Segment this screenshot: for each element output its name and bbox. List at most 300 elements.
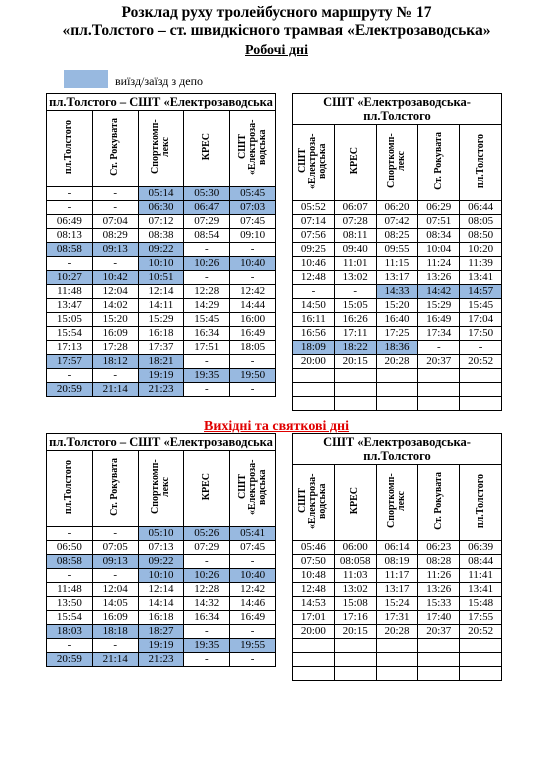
time-cell [418, 383, 460, 397]
table-row [293, 285, 502, 299]
stop-header [184, 451, 230, 527]
time-cell [418, 397, 460, 411]
depot-time-cell: 06:30 [138, 201, 184, 215]
stop-name: Ст. Рокувата [109, 118, 121, 176]
time-cell: 16:56 [293, 327, 335, 341]
time-cell: - [184, 355, 230, 369]
depot-time-cell: 18:36 [376, 341, 418, 355]
time-cell: 17:37 [138, 341, 184, 355]
time-cell: 11:24 [418, 257, 460, 271]
table-row [47, 541, 276, 555]
time-cell [460, 383, 502, 397]
time-cell: 14:46 [230, 597, 276, 611]
time-cell: - [184, 555, 230, 569]
time-cell: 13:47 [47, 299, 93, 313]
table-row [47, 625, 276, 639]
time-cell: 13:17 [376, 583, 418, 597]
time-cell [460, 397, 502, 411]
direction-header: СШТ «Електрозаводська-пл.Толстого [293, 94, 502, 125]
stop-header [418, 465, 460, 541]
table-row [47, 653, 276, 667]
table-row [47, 229, 276, 243]
time-cell [293, 383, 335, 397]
time-cell [334, 667, 376, 681]
depot-time-cell: 19:19 [138, 369, 184, 383]
depot-time-cell: 09:13 [92, 243, 138, 257]
depot-time-cell: 21:23 [138, 653, 184, 667]
time-cell: 20:28 [376, 625, 418, 639]
time-cell: 15:08 [334, 597, 376, 611]
time-cell: 13:26 [418, 271, 460, 285]
table-row [293, 397, 502, 411]
time-cell: 07:12 [138, 215, 184, 229]
stop-header [334, 465, 376, 541]
time-cell: - [47, 639, 93, 653]
time-cell: 07:45 [230, 541, 276, 555]
table-row [47, 383, 276, 397]
time-cell: 12:28 [184, 583, 230, 597]
depot-time-cell: 21:14 [92, 653, 138, 667]
table-row [47, 285, 276, 299]
time-cell: - [47, 201, 93, 215]
time-cell: 14:05 [92, 597, 138, 611]
table-row [293, 583, 502, 597]
time-cell: 17:31 [376, 611, 418, 625]
time-cell: 16:18 [138, 611, 184, 625]
time-cell: 07:29 [184, 215, 230, 229]
time-cell: 06:23 [418, 541, 460, 555]
table-row [293, 271, 502, 285]
table-row [47, 215, 276, 229]
time-cell: 07:50 [293, 555, 335, 569]
time-cell [293, 397, 335, 411]
time-cell [376, 639, 418, 653]
depot-time-cell: 05:10 [138, 527, 184, 541]
time-cell: 12:48 [293, 271, 335, 285]
depot-time-cell: 05:30 [184, 187, 230, 201]
time-cell [376, 653, 418, 667]
time-cell: 11:03 [334, 569, 376, 583]
time-cell: 15:48 [460, 597, 502, 611]
time-cell: - [230, 355, 276, 369]
time-cell: 10:48 [293, 569, 335, 583]
time-cell: - [47, 369, 93, 383]
stop-name: пл.Толстого [474, 133, 486, 189]
table-row [293, 355, 502, 369]
time-cell [293, 667, 335, 681]
depot-time-cell: 20:59 [47, 383, 93, 397]
time-cell: - [92, 257, 138, 271]
table-row [47, 257, 276, 271]
time-cell: - [47, 527, 93, 541]
time-cell: 06:14 [376, 541, 418, 555]
time-cell: 20:15 [334, 625, 376, 639]
time-cell [418, 369, 460, 383]
time-cell: 06:00 [334, 541, 376, 555]
stop-header [138, 111, 184, 187]
time-cell: 09:40 [334, 243, 376, 257]
time-cell: 17:11 [334, 327, 376, 341]
stop-name: Спорткомп-лекс [149, 119, 171, 175]
time-cell: 08:28 [418, 555, 460, 569]
depot-time-cell: 10:42 [92, 271, 138, 285]
table-row [47, 299, 276, 313]
time-cell: 11:39 [460, 257, 502, 271]
time-cell: 13:50 [47, 597, 93, 611]
stop-name: Спорткомп-лекс [149, 459, 171, 515]
time-cell: 12:42 [230, 285, 276, 299]
time-cell: - [334, 285, 376, 299]
depot-time-cell: 10:26 [184, 569, 230, 583]
time-cell: 20:15 [334, 355, 376, 369]
time-cell: - [460, 341, 502, 355]
time-cell: - [92, 201, 138, 215]
table-row [293, 555, 502, 569]
table-row [47, 201, 276, 215]
time-cell: - [230, 653, 276, 667]
depot-time-cell: 05:14 [138, 187, 184, 201]
time-cell: 17:25 [376, 327, 418, 341]
time-cell: - [230, 625, 276, 639]
time-cell: 08:44 [460, 555, 502, 569]
time-cell: 06:49 [47, 215, 93, 229]
time-cell: 16:34 [184, 327, 230, 341]
stop-name: КРЕС [200, 473, 212, 501]
time-cell: 11:17 [376, 569, 418, 583]
stop-header [418, 125, 460, 201]
table-row [293, 201, 502, 215]
depot-time-cell: 21:23 [138, 383, 184, 397]
table-row [47, 355, 276, 369]
time-cell: 15:45 [460, 299, 502, 313]
direction-header: пл.Толстого – СШТ «Електрозаводська [47, 434, 276, 451]
depot-time-cell: 05:45 [230, 187, 276, 201]
time-cell: 08:05 [460, 215, 502, 229]
time-cell: 08:13 [47, 229, 93, 243]
table-row [293, 667, 502, 681]
time-cell: 16:11 [293, 313, 335, 327]
depot-time-cell: 09:22 [138, 555, 184, 569]
schedule-title: Розклад руху тролейбусного маршруту № 17 [121, 4, 432, 21]
table-row [293, 625, 502, 639]
stop-header [376, 465, 418, 541]
stop-header [138, 451, 184, 527]
time-cell [460, 667, 502, 681]
depot-time-cell: 10:26 [184, 257, 230, 271]
time-cell: 14:11 [138, 299, 184, 313]
time-cell: 17:51 [184, 341, 230, 355]
time-cell: 16:26 [334, 313, 376, 327]
time-cell: 13:41 [460, 271, 502, 285]
weekend-heading: Вихідні та святкові дні [204, 419, 349, 434]
time-cell: 15:29 [418, 299, 460, 313]
table-row [47, 369, 276, 383]
time-cell: 07:04 [92, 215, 138, 229]
time-cell: 06:39 [460, 541, 502, 555]
time-cell: 15:29 [138, 313, 184, 327]
time-cell [460, 639, 502, 653]
stop-name: СШТ «Електроза-водська [297, 133, 329, 189]
time-cell [376, 369, 418, 383]
time-cell: 07:51 [418, 215, 460, 229]
table-row [47, 597, 276, 611]
depot-time-cell: 14:57 [460, 285, 502, 299]
time-cell: 20:00 [293, 625, 335, 639]
time-cell: 12:14 [138, 285, 184, 299]
time-cell: 08:19 [376, 555, 418, 569]
stop-header [230, 111, 276, 187]
time-cell: 16:49 [418, 313, 460, 327]
depot-time-cell: 06:47 [184, 201, 230, 215]
time-cell [418, 639, 460, 653]
time-cell: 12:04 [92, 285, 138, 299]
time-cell: 08:29 [92, 229, 138, 243]
stop-name: Ст. Рокувата [109, 458, 121, 516]
table-row [293, 257, 502, 271]
depot-time-cell: 18:09 [293, 341, 335, 355]
stop-header [47, 451, 93, 527]
time-cell: 07:05 [92, 541, 138, 555]
time-cell: 06:44 [460, 201, 502, 215]
time-cell: 08:34 [418, 229, 460, 243]
stop-name: Ст. Рокувата [432, 132, 444, 190]
time-cell: 05:52 [293, 201, 335, 215]
depot-time-cell: 10:10 [138, 257, 184, 271]
stop-header [92, 451, 138, 527]
time-cell: - [230, 383, 276, 397]
time-cell: 07:13 [138, 541, 184, 555]
time-cell: 10:46 [293, 257, 335, 271]
time-cell: 06:50 [47, 541, 93, 555]
stop-header [230, 451, 276, 527]
table-row [293, 313, 502, 327]
depot-time-cell: 08:58 [47, 243, 93, 257]
time-cell: 12:48 [293, 583, 335, 597]
time-cell: 16:49 [230, 611, 276, 625]
time-cell: 17:50 [460, 327, 502, 341]
depot-time-cell: 09:22 [138, 243, 184, 257]
time-cell: 11:48 [47, 583, 93, 597]
time-cell: 14:50 [293, 299, 335, 313]
stop-name: СШТ «Електроза-водська [297, 473, 329, 529]
depot-time-cell: 14:33 [376, 285, 418, 299]
stop-header [92, 111, 138, 187]
stop-name: КРЕС [200, 133, 212, 161]
depot-time-cell: 19:50 [230, 369, 276, 383]
stop-header [334, 125, 376, 201]
time-cell: 15:24 [376, 597, 418, 611]
depot-time-cell: 05:41 [230, 527, 276, 541]
time-cell: - [230, 243, 276, 257]
time-cell: - [230, 555, 276, 569]
depot-time-cell: 19:55 [230, 639, 276, 653]
time-cell: 18:05 [230, 341, 276, 355]
time-cell: - [184, 243, 230, 257]
time-cell: - [47, 257, 93, 271]
depot-time-cell: 18:22 [334, 341, 376, 355]
stop-name: КРЕС [349, 487, 361, 515]
time-cell: - [92, 187, 138, 201]
table-row [293, 327, 502, 341]
depot-time-cell: 08:58 [47, 555, 93, 569]
time-cell: - [92, 569, 138, 583]
time-cell: - [92, 369, 138, 383]
time-cell: 07:14 [293, 215, 335, 229]
table-row [293, 341, 502, 355]
table-row [47, 271, 276, 285]
time-cell: 06:29 [418, 201, 460, 215]
time-cell: 16:40 [376, 313, 418, 327]
time-cell [418, 653, 460, 667]
time-cell: 14:44 [230, 299, 276, 313]
time-cell: 16:09 [92, 611, 138, 625]
time-cell: 08:25 [376, 229, 418, 243]
table-row [47, 243, 276, 257]
time-cell [334, 369, 376, 383]
direction-header: СШТ «Електрозаводська-пл.Толстого [293, 434, 502, 465]
time-cell: 17:04 [460, 313, 502, 327]
depot-time-cell: 14:42 [418, 285, 460, 299]
time-cell: 15:05 [47, 313, 93, 327]
table-row [47, 187, 276, 201]
stop-name: СШТ «Електроза-водська [236, 459, 268, 515]
time-cell: 15:33 [418, 597, 460, 611]
table-row [293, 639, 502, 653]
time-cell: 15:54 [47, 611, 93, 625]
time-cell: 05:46 [293, 541, 335, 555]
time-cell: 12:04 [92, 583, 138, 597]
time-cell: 09:10 [230, 229, 276, 243]
weekend-table-to-electrozavodska [46, 433, 276, 667]
table-row [293, 243, 502, 257]
legend-depot-label: виїзд/заїзд з депо [115, 74, 204, 88]
time-cell: 14:53 [293, 597, 335, 611]
time-cell: 15:45 [184, 313, 230, 327]
depot-time-cell: 18:03 [47, 625, 93, 639]
time-cell: 10:04 [418, 243, 460, 257]
time-cell: 20:37 [418, 625, 460, 639]
time-cell [376, 383, 418, 397]
stop-name: Спорткомп-лекс [385, 133, 407, 189]
time-cell: 14:32 [184, 597, 230, 611]
table-row [293, 383, 502, 397]
time-cell: 16:18 [138, 327, 184, 341]
time-cell: 20:37 [418, 355, 460, 369]
time-cell: - [418, 341, 460, 355]
table-row [293, 299, 502, 313]
time-cell: 09:55 [376, 243, 418, 257]
table-row [47, 555, 276, 569]
time-cell: 15:20 [376, 299, 418, 313]
depot-time-cell: 05:26 [184, 527, 230, 541]
time-cell: 15:20 [92, 313, 138, 327]
table-row [47, 341, 276, 355]
table-row [293, 611, 502, 625]
time-cell: 11:15 [376, 257, 418, 271]
time-cell: 17:55 [460, 611, 502, 625]
time-cell: - [92, 639, 138, 653]
time-cell: 14:02 [92, 299, 138, 313]
time-cell [293, 639, 335, 653]
depot-time-cell: 07:03 [230, 201, 276, 215]
stop-name: пл.Толстого [63, 459, 75, 515]
depot-time-cell: 10:27 [47, 271, 93, 285]
time-cell: 17:13 [47, 341, 93, 355]
time-cell: - [184, 383, 230, 397]
workdays-heading: Робочі дні [245, 43, 308, 58]
table-row [47, 583, 276, 597]
time-cell: 12:14 [138, 583, 184, 597]
table-row [293, 569, 502, 583]
weekend-table-to-tolstogo [292, 433, 502, 681]
table-row [293, 215, 502, 229]
depot-time-cell: 18:21 [138, 355, 184, 369]
workdays-table-to-electrozavodska [46, 93, 276, 397]
table-row [293, 369, 502, 383]
stop-name: пл.Толстого [474, 473, 486, 529]
time-cell: 11:41 [460, 569, 502, 583]
time-cell: 16:34 [184, 611, 230, 625]
depot-time-cell: 18:27 [138, 625, 184, 639]
table-row [47, 611, 276, 625]
time-cell: - [184, 653, 230, 667]
time-cell: - [184, 625, 230, 639]
time-cell: 08:11 [334, 229, 376, 243]
time-cell: 13:41 [460, 583, 502, 597]
depot-time-cell: 10:51 [138, 271, 184, 285]
time-cell: - [47, 187, 93, 201]
table-row [293, 541, 502, 555]
depot-time-cell: 19:35 [184, 639, 230, 653]
depot-time-cell: 10:40 [230, 569, 276, 583]
stop-name: Спорткомп-лекс [385, 473, 407, 529]
time-cell: 20:28 [376, 355, 418, 369]
time-cell: 07:42 [376, 215, 418, 229]
time-cell: 13:02 [334, 583, 376, 597]
table-row [47, 569, 276, 583]
depot-time-cell: 10:40 [230, 257, 276, 271]
time-cell: 17:34 [418, 327, 460, 341]
route-name: «пл.Толстого – ст. швидкісного трамвая «Електрозаводська» [62, 22, 491, 39]
time-cell [293, 369, 335, 383]
time-cell: 20:52 [460, 625, 502, 639]
time-cell: 10:20 [460, 243, 502, 257]
stop-name: пл.Толстого [63, 119, 75, 175]
time-cell: 13:17 [376, 271, 418, 285]
time-cell: 07:45 [230, 215, 276, 229]
time-cell: 16:09 [92, 327, 138, 341]
depot-time-cell: 18:12 [92, 355, 138, 369]
time-cell: 06:20 [376, 201, 418, 215]
time-cell: 20:00 [293, 355, 335, 369]
time-cell: - [92, 527, 138, 541]
time-cell: 07:56 [293, 229, 335, 243]
time-cell: 14:14 [138, 597, 184, 611]
time-cell: 14:29 [184, 299, 230, 313]
time-cell: 06:07 [334, 201, 376, 215]
table-row [47, 527, 276, 541]
time-cell: 13:26 [418, 583, 460, 597]
time-cell: - [230, 271, 276, 285]
depot-time-cell: 09:13 [92, 555, 138, 569]
time-cell: - [184, 271, 230, 285]
time-cell: 08:38 [138, 229, 184, 243]
time-cell [334, 639, 376, 653]
stop-name: Ст. Рокувата [432, 472, 444, 530]
workdays-table-to-tolstogo [292, 93, 502, 411]
time-cell: 09:25 [293, 243, 335, 257]
legend-depot-swatch [64, 70, 108, 88]
